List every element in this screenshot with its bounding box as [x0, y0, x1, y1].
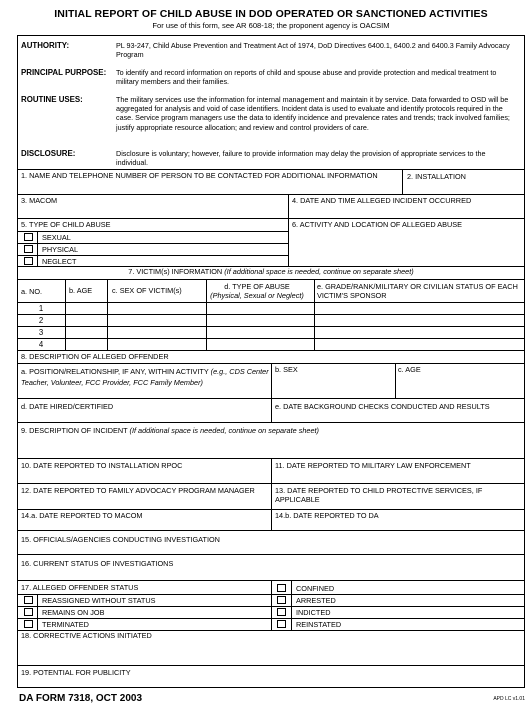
- report-form: [17, 0, 525, 712]
- field-8c-label: c. AGE: [398, 365, 421, 374]
- field-8b-label: b. SEX: [275, 365, 298, 374]
- field-12-label: 12. DATE REPORTED TO FAMILY ADVOCACY PROGRAM MANAGER: [21, 486, 255, 495]
- authority-label: AUTHORITY:: [21, 41, 70, 50]
- disclosure-text: Disclosure is voluntary; however, failure to provide information may delay the provision of appropriate services to the individual.: [116, 149, 486, 168]
- reassigned-checkbox[interactable]: [24, 596, 33, 604]
- abuse-type-header: [200, 283, 314, 301]
- physical-abuse-checkbox[interactable]: [24, 245, 33, 253]
- field-13-label: 13. DATE REPORTED TO CHILD PROTECTIVE SERVICES, IF APPLICABLE: [275, 486, 483, 504]
- field-8-label: 8. DESCRIPTION OF ALLEGED OFFENDER: [21, 352, 169, 361]
- field-2-label: 2. INSTALLATION: [407, 172, 466, 181]
- field-11-label: 11. DATE REPORTED TO MILITARY LAW ENFORCEMENT: [275, 461, 471, 470]
- field-8a-label: [21, 366, 271, 389]
- field-6-label: 6. ACTIVITY AND LOCATION OF ALLEGED ABUSE: [292, 220, 463, 229]
- field-7-note: (If additional space is needed, continue on separate sheet): [224, 267, 414, 276]
- field-5-label: 5. TYPE OF CHILD ABUSE: [21, 220, 111, 229]
- victim-sex-header: c. SEX OF VICTIM(s): [112, 286, 182, 295]
- field-1-label: 1. NAME AND TELEPHONE NUMBER OF PERSON TO BE CONTACTED FOR ADDITIONAL INFORMATION: [21, 171, 378, 180]
- arrested-checkbox[interactable]: [277, 596, 286, 604]
- field-15-label: 15. OFFICIALS/AGENCIES CONDUCTING INVESTIGATION: [21, 535, 220, 544]
- routine-uses-label: ROUTINE USES:: [21, 95, 83, 104]
- form-subtitle: For use of this form, see AR 608-18; the proponent agency is OACSIM: [152, 21, 390, 30]
- field-9-label: 9. DESCRIPTION OF INCIDENT: [21, 426, 128, 435]
- form-number: DA FORM 7318, OCT 2003: [19, 693, 143, 704]
- sponsor-status-header: e. GRADE/RANK/MILITARY OR CIVILIAN STATUS OF EACH VICTIM'S SPONSOR: [317, 282, 518, 300]
- field-7-heading: [17, 268, 525, 277]
- field-4-label: 4. DATE AND TIME ALLEGED INCIDENT OCCURRED: [292, 196, 472, 205]
- victim-row-number: 3: [38, 328, 44, 337]
- abuse-type-label: PHYSICAL: [42, 245, 79, 254]
- field-8a-text: a. POSITION/RELATIONSHIP, IF ANY, WITHIN ACTIVITY: [21, 367, 209, 376]
- field-7-label: 7. VICTIM(s) INFORMATION: [128, 267, 223, 276]
- offender-status-label: REASSIGNED WITHOUT STATUS: [42, 596, 156, 605]
- field-19-label: 19. POTENTIAL FOR PUBLICITY: [21, 668, 131, 677]
- victim-row-number: 4: [38, 340, 44, 349]
- sexual-abuse-checkbox[interactable]: [24, 233, 33, 241]
- field-17-label: 17. ALLEGED OFFENDER STATUS: [21, 583, 139, 592]
- victim-row-number: 1: [38, 304, 44, 313]
- remains-on-job-checkbox[interactable]: [24, 608, 33, 616]
- form-title: INITIAL REPORT OF CHILD ABUSE IN DOD OPERATED OR SANCTIONED ACTIVITIES: [54, 8, 488, 20]
- routine-uses-text: The military services use the information for internal management and maintain it by service. Data forwarded to OSD will be aggregated for analysis and void of case identifiers. Incident data is used to evaluate and identify protocols required in the case. Service program managers use the data to identify incidence and prevalence rates and trends; track involved families; justify appropriate resource allocation; and review and control providers of care.: [116, 95, 510, 132]
- field-8a-note: (e.g., CDS Center Teacher, Volunteer, FCC Provider, FCC Family Member): [21, 367, 269, 388]
- field-18-label: 18. CORRECTIVE ACTIONS INITIATED: [21, 631, 152, 640]
- field-9-note: (If additional space is needed, continue on separate sheet): [129, 426, 319, 435]
- field-14a-label: 14.a. DATE REPORTED TO MACOM: [21, 511, 143, 520]
- victim-row-number: 2: [38, 316, 44, 325]
- field-10-label: 10. DATE REPORTED TO INSTALLATION RPOC: [21, 461, 183, 470]
- field-9-heading: [21, 427, 319, 436]
- authority-text: PL 93-247, Child Abuse Prevention and Treatment Act of 1974, DoD Directives 6400.1, 6400.2 and 6400.3 Family Advocacy Program: [116, 41, 510, 60]
- disclosure-label: DISCLOSURE:: [21, 149, 76, 158]
- abuse-type-label: SEXUAL: [42, 233, 71, 242]
- victim-age-header: b. AGE: [69, 286, 93, 295]
- purpose-label: PRINCIPAL PURPOSE:: [21, 68, 107, 77]
- offender-status-label: INDICTED: [296, 608, 331, 617]
- neglect-checkbox[interactable]: [24, 257, 33, 265]
- field-16-label: 16. CURRENT STATUS OF INVESTIGATIONS: [21, 559, 174, 568]
- abuse-type-header-label: d. TYPE OF ABUSE: [224, 282, 290, 291]
- field-8e-label: e. DATE BACKGROUND CHECKS CONDUCTED AND RESULTS: [275, 402, 490, 411]
- indicted-checkbox[interactable]: [277, 608, 286, 616]
- offender-status-label: CONFINED: [296, 584, 335, 593]
- field-3-label: 3. MACOM: [21, 196, 58, 205]
- form-version: APD LC v1.01: [493, 696, 525, 702]
- abuse-type-label: NEGLECT: [42, 257, 77, 266]
- offender-status-label: TERMINATED: [42, 620, 89, 629]
- field-8d-label: d. DATE HIRED/CERTIFIED: [21, 402, 114, 411]
- victim-no-header: a. NO.: [21, 287, 43, 296]
- field-14b-label: 14.b. DATE REPORTED TO DA: [275, 511, 379, 520]
- terminated-checkbox[interactable]: [24, 620, 33, 628]
- purpose-text: To identify and record information on reports of child and spouse abuse and provide protection and medical treatment to military members and their families.: [116, 68, 497, 87]
- offender-status-label: ARRESTED: [296, 596, 336, 605]
- abuse-type-header-note: (Physical, Sexual or Neglect): [210, 290, 304, 300]
- offender-status-label: REMAINS ON JOB: [42, 608, 105, 617]
- confined-checkbox[interactable]: [277, 584, 286, 592]
- offender-status-label: REINSTATED: [296, 620, 342, 629]
- reinstated-checkbox[interactable]: [277, 620, 286, 628]
